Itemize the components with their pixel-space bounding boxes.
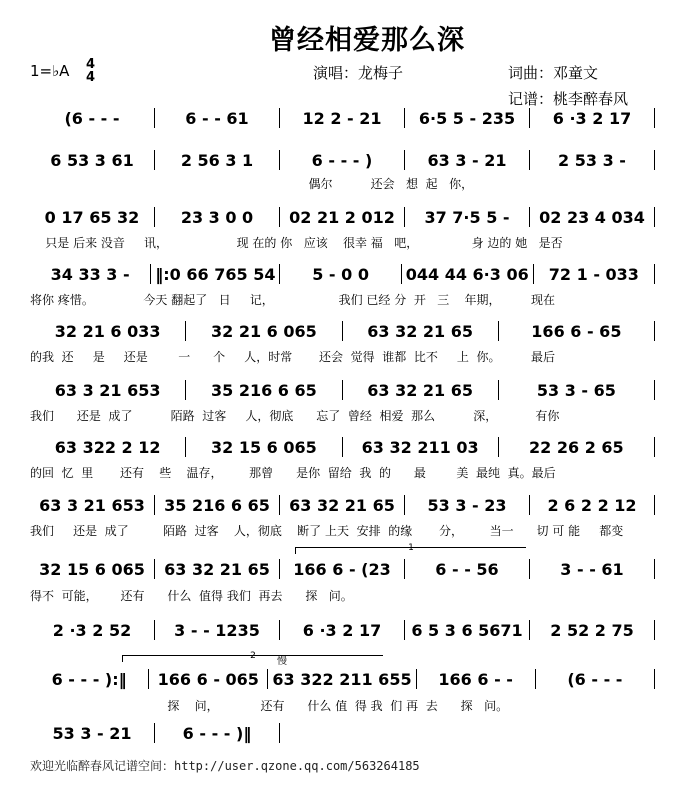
volta-2-label: 2 — [250, 651, 256, 661]
measure: 3 - - 61 — [560, 559, 624, 579]
lyrics-line: 的回 忆 里 还有 些 温存， 那曾 是你 留给 我 的 最 美 最纯 真。最后 — [30, 466, 556, 480]
measure: 6·5 5 - 235 — [418, 108, 516, 128]
notation-row — [30, 108, 655, 128]
lyrics-line: 我们 还是 成了 陌路 过客 人，彻底 忘了 曾经 相爱 那么 深， 有你 — [30, 409, 560, 423]
bar-line — [654, 321, 655, 341]
measure: 0 17 65 32 — [44, 207, 140, 227]
measure: 22 26 2 65 — [529, 437, 624, 457]
measure: 53 3 - 65 — [536, 380, 616, 400]
measure: 6 - - 61 — [185, 108, 249, 128]
notation-row — [30, 437, 655, 457]
lyrics-line: 得不 可能， 还有 什么 值得 我们 再去 探 问。 — [30, 589, 353, 603]
bar-line — [654, 437, 655, 457]
notation-row — [30, 495, 655, 515]
measure: 6 53 3 61 — [50, 150, 134, 170]
measure: 32 21 6 065 — [210, 321, 317, 341]
measure: 72 1 - 033 — [548, 264, 639, 284]
bar-line — [654, 495, 655, 515]
composer-credit: 词曲：邓童文 — [508, 64, 599, 82]
bar-line — [654, 207, 655, 227]
bar-line — [654, 620, 655, 640]
measure: 63 32 21 65 — [367, 380, 474, 400]
measure: 63 322 211 655 — [272, 669, 412, 689]
transcriber-credit: 记谱：桃李醉春风 — [508, 90, 629, 108]
measure: 166 6 - - — [438, 669, 513, 689]
measure: 63 32 21 65 — [367, 321, 474, 341]
measure: 6 - - - ):‖ — [51, 669, 127, 689]
measure: 6 - - - ) — [311, 150, 373, 170]
lyrics-line: 只是 后来 没音 讯， 现 在的 你 应该 很幸 福 吧， 身 边的 她 是否 — [30, 236, 563, 250]
measure: 63 32 211 03 — [361, 437, 479, 457]
measure: 166 6 - 65 — [531, 321, 622, 341]
measure: 12 2 - 21 — [302, 108, 382, 128]
measure: 63 3 - 21 — [427, 150, 507, 170]
footer-link[interactable]: 欢迎光临醉春风记谱空间：http://user.qzone.qq.com/563264185 — [30, 759, 420, 773]
bar-line — [279, 723, 280, 743]
measure: 02 21 2 012 — [289, 207, 395, 227]
notation-row — [30, 150, 655, 170]
measure: 6 - - 56 — [435, 559, 499, 579]
measure: 53 3 - 21 — [52, 723, 132, 743]
measure: 6 - - - )‖ — [182, 723, 252, 743]
bar-line — [654, 108, 655, 128]
singer-credit: 演唱：龙梅子 — [313, 64, 404, 82]
time-sig-top: 4 — [86, 57, 96, 72]
time-signature — [86, 58, 95, 84]
lyrics-line: 我们 还是 成了 陌路 过客 人，彻底 断了 上天 安排 的缘 分， 当一 切 可 能 都变 — [30, 524, 624, 538]
measure: 32 15 6 065 — [210, 437, 317, 457]
measure: 32 15 6 065 — [39, 559, 145, 579]
measure: 32 21 6 033 — [54, 321, 161, 341]
measure: (6 - - - — [64, 108, 120, 128]
measure: 53 3 - 23 — [427, 495, 507, 515]
notation-row — [30, 264, 655, 284]
measure: 3 - - 1235 — [174, 620, 260, 640]
measure: 6 ·3 2 17 — [302, 620, 382, 640]
measure: 166 6 - 065 — [157, 669, 259, 689]
lyrics-line: 的我 还 是 还是 一 个 人，时常 还会 觉得 谁都 比不 上 你。 最后 — [30, 350, 556, 364]
measure: 6 ·3 2 17 — [552, 108, 632, 128]
notation-row — [30, 559, 655, 579]
measure: 2 53 3 - — [558, 150, 626, 170]
measure: 6 5 3 6 5671 — [411, 620, 523, 640]
measure: 63 32 21 65 — [289, 495, 395, 515]
measure: 34 33 3 - — [50, 264, 130, 284]
measure: 2 6 2 2 12 — [547, 495, 637, 515]
measure: (6 - - - — [567, 669, 623, 689]
measure: 02 23 4 034 — [539, 207, 645, 227]
measure: 63 32 21 65 — [164, 559, 270, 579]
measure: ‖:0 66 765 54 — [155, 264, 276, 284]
lyrics-line: 偶尔 还会 想 起 你， — [30, 177, 474, 191]
notation-row — [30, 669, 655, 689]
notation-row — [30, 380, 655, 400]
measure: 2 52 2 75 — [550, 620, 634, 640]
measure: 2 56 3 1 — [180, 150, 254, 170]
song-title: 曾经相爱那么深 — [269, 25, 465, 56]
measure: 044 44 6·3 06 — [405, 264, 529, 284]
measure: 2 ·3 2 52 — [52, 620, 132, 640]
lyrics-line: 将你 疼惜。 今天 翻起了 日 记， 我们 已经 分 开 三 年期， 现在 — [30, 293, 556, 307]
bar-line — [654, 264, 655, 284]
measure: 63 3 21 653 — [39, 495, 145, 515]
notation-row — [30, 207, 655, 227]
notation-row — [30, 620, 655, 640]
notation-row — [30, 723, 280, 743]
notation-row — [30, 321, 655, 341]
measure: 37 7·5 5 - — [424, 207, 510, 227]
measure: 166 6 - (23 — [293, 559, 391, 579]
measure: 63 322 2 12 — [54, 437, 161, 457]
volta-1-label: 1 — [408, 543, 414, 553]
time-sig-bottom: 4 — [86, 70, 96, 85]
bar-line — [654, 669, 655, 689]
bar-line — [654, 380, 655, 400]
tempo-mark: 慢 — [277, 656, 287, 667]
bar-line — [654, 150, 655, 170]
key-signature: 1=♭A — [30, 62, 70, 80]
measure: 23 3 0 0 — [180, 207, 254, 227]
measure: 35 216 6 65 — [164, 495, 270, 515]
measure: 35 216 6 65 — [210, 380, 317, 400]
measure: 5 - 0 0 — [312, 264, 369, 284]
measure: 63 3 21 653 — [54, 380, 161, 400]
volta-1 — [295, 543, 526, 554]
volta-2 — [122, 651, 383, 662]
bar-line — [654, 559, 655, 579]
lyrics-line: 探 问， 还有 什么 值 得 我 们 再 去 探 问。 — [30, 699, 509, 713]
